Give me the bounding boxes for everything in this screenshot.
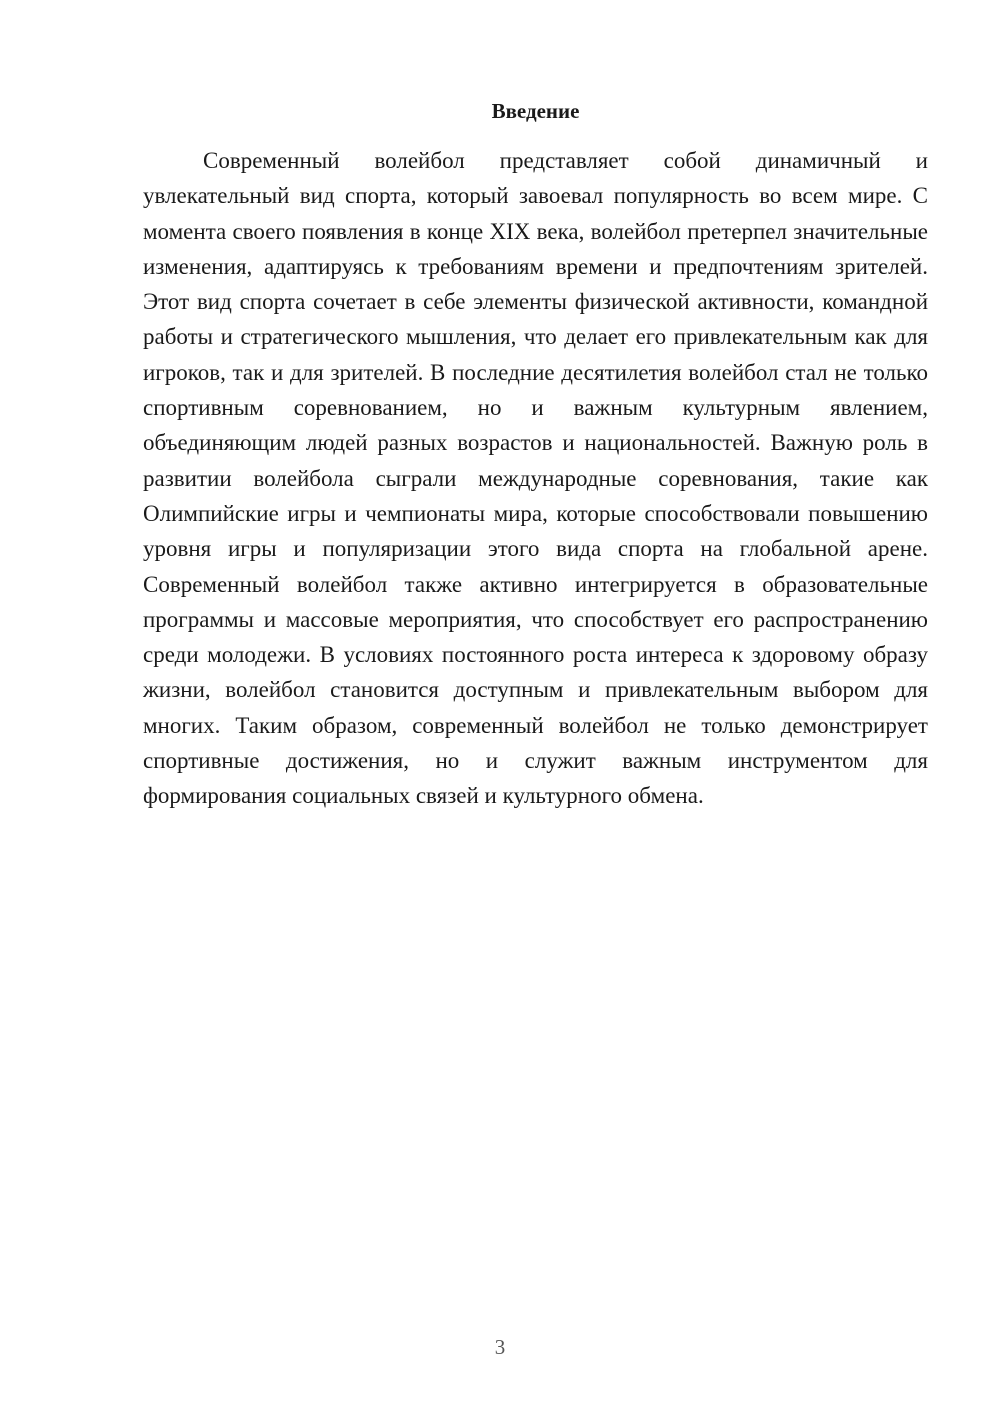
page-title: Введение xyxy=(491,99,580,123)
body-paragraph: Современный волейбол представляет собой динамичный и увлекательный вид спорта, который завоевал популярность во всем мире. С момента своего появления в конце XIX века, волейбол претерпел значительные изменения, адаптируясь к требованиям времени и предпочтениям зрителей. Этот вид спорта сочетает в себе элементы физической активности, командной работы и стратегического мышления, что делает его привлекательным как для игроков, так и для зрителей. В последние десятилетия волейбол стал не только спортивным соревнованием, но и важным культурным явлением, объединяющим людей разных возрастов и национальностей. Важную роль в развитии волейбола сыграли международные соревнования, такие как Олимпийские игры и чемпионаты мира, которые способствовали повышению уровня игры и популяризации этого вида спорта на глобальной арене. Современный волейбол также активно интегрируется в образовательные программы и массовые мероприятия, что способствует его распространению среди молодежи. В условиях постоянного роста интереса к здоровому образу жизни, волейбол становится доступным и привлекательным выбором для многих. Таким образом, современный волейбол не только демонстрирует спортивные достижения, но и служит важным инструментом для формирования социальных связей и культурного обмена. xyxy=(143,148,928,809)
page-number: 3 xyxy=(494,1335,506,1359)
